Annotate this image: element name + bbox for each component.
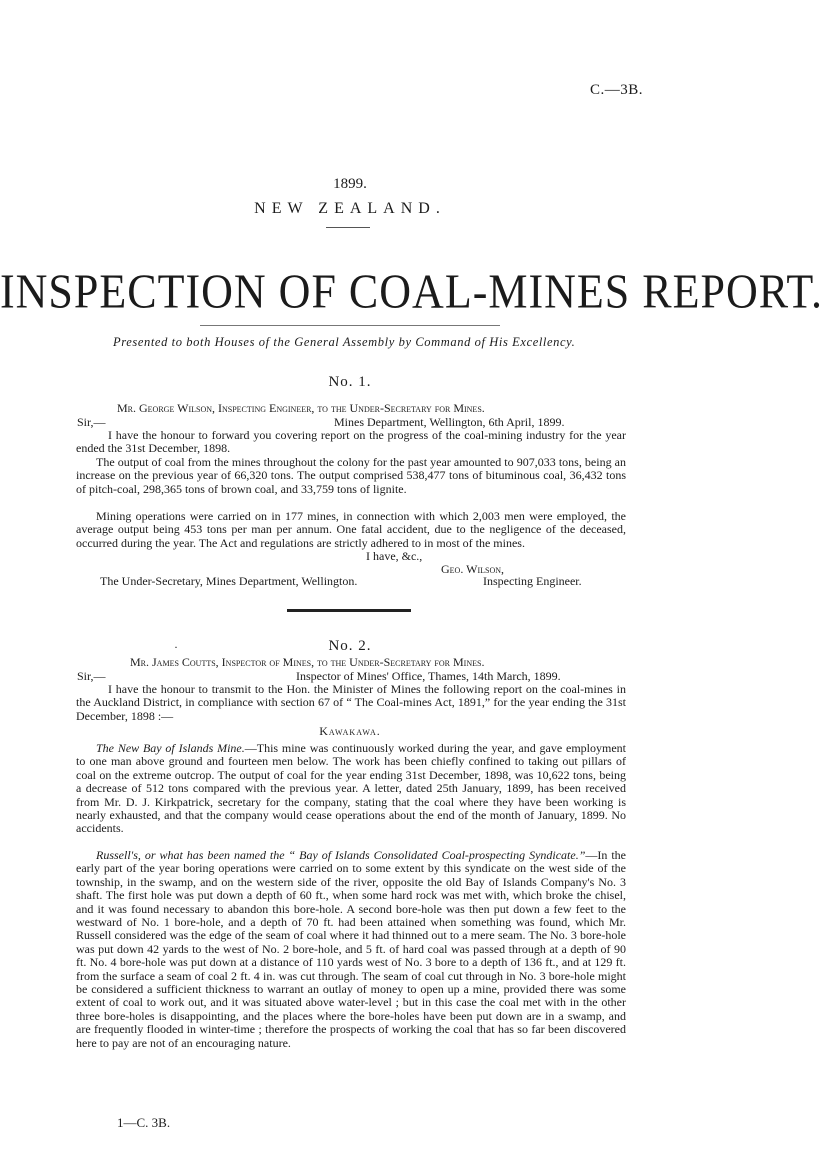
no2-address: Inspector of Mines' Office, Thames, 14th March, 1899. [296,669,561,683]
no1-paragraph-1: I have the honour to forward you covering report on the progress of the coal-mining industry for the year ended the 31st December, 1898. [76,428,626,456]
section-heading-no1: No. 1. [328,374,372,390]
section-divider [287,609,411,612]
no2-salutation: Sir,— [77,669,106,683]
no2-paragraph-3 [76,849,626,1050]
no1-addressee: The Under-Secretary, Mines Department, Wellington. [100,574,358,588]
no2-paragraph-3-body: —In the early part of the year boring operations were carried on to some extent by this syndicate on the west side of the township, in the swamp, and on the western side of the river, opposite the old Bay of Islands Company's No. 3 shaft. The first hole was put down a depth of 60 ft., when some hard rock was met with, which broke the chisel, and it was found necessary to abandon this bore-hole. A second bore-hole was then put down a few feet to the westward of No. 1 bore-hole, and a depth of 70 ft. had been attained when something was found, which Mr. Russell considered was the edge of the seam of coal where it had thinned out to a mere seam. The No. 3 bore-hole was put down 42 yards to the west of No. 2 bore-hole, and 5 ft. of hard coal was passed through at a depth of 90 ft. No. 4 bore-hole was put down at a distance of 110 yards west of No. 3 bore to a depth of 136 ft., and at 129 ft. from the surface a seam of coal 2 ft. 4 in. was cut through. The seam of coal cut through in No. 3 bore-hole might be considered a sufficient thickness to warrant an outlay of money to open up a mine, provided there was some extent of coal to work out, and it was situated above water-level ; but in this case the coal met with in the other three bore-holes is disappointing, and the places where the bore-holes have been put down are in a swamp, and are frequently flooded in winter-time ; therefore the prospects of working the coal that has so far been discovered here to pay are not of an encouraging nature. [76,848,627,1050]
no2-paragraph-1: I have the honour to transmit to the Hon. the Minister of Mines the following report on the coal-mines in the Auckland District, in compliance with section 67 of “ The Coal-mines Act, 1891,” for the year ending the 31st December, 1898 :— [76,682,626,723]
no1-signature: Geo. Wilson, [441,562,504,576]
mine-name: The New Bay of Islands Mine. [96,741,245,755]
no1-address: Mines Department, Wellington, 6th April, 1899. [334,415,565,429]
stray-mark: · [174,640,178,654]
no2-paragraph-2-body: —This mine was continuously worked during the year, and gave employment to one man above ground and fourteen men below. The work has been chiefly confined to taking out pillars of coal on the extreme outcrop. The output of coal for the year ending 31st December, 1898, was 10,622 tons, being a decrease of 512 tons compared with the previous year. A letter, dated 25th January, 1899, has been received from Mr. D. J. Kirkpatrick, secretary for the company, stating that the coal where they have been working is nearly exhausted, and that the company would cease operations about the end of the month of January, 1899. No accidents. [76,741,626,836]
page-footer: 1—C. 3B. [117,1115,171,1130]
no2-from-line: Mr. James Coutts, Inspector of Mines, to the Under-Secretary for Mines. [130,655,485,669]
section-heading-no2: No. 2. [328,638,372,654]
presented-line: Presented to both Houses of the General Assembly by Command of His Excellency. [113,335,576,349]
title-divider [326,227,370,228]
document-reference: C.—3B. [589,82,643,98]
no2-paragraph-2 [76,742,626,836]
syndicate-name: Russell's, or what has been named the “ Bay of Islands Consolidated Coal-prospecting Syndicate.” [96,848,586,862]
document-title: INSPECTION OF COAL-MINES REPORT. [0,264,823,319]
no1-signer-title: Inspecting Engineer. [483,574,582,588]
no1-salutation: Sir,— [77,415,106,429]
no1-closing: I have, &c., [366,549,423,563]
no1-from-line: Mr. George Wilson, Inspecting Engineer, to the Under-Secretary for Mines. [117,401,485,415]
district-heading: Kawakawa. [319,724,381,738]
document-country: NEW ZEALAND. [254,200,446,217]
no1-paragraph-2: The output of coal from the mines throughout the colony for the past year amounted to 907,033 tons, being an increase on the previous year of 66,320 tons. The output comprised 538,477 tons of bituminous coal, 36,432 tons of pitch-coal, 298,365 tons of brown coal, and 33,759 tons of lignite. [76,455,626,496]
presented-overline [200,325,500,326]
no1-paragraph-3: Mining operations were carried on in 177 mines, in connection with which 2,003 men were employed, the average output being 453 tons per man per annum. One fatal accident, due to the negligence of the deceased, occurred during the year. The Act and regulations are strictly adhered to in most of the mines. [76,509,626,550]
document-year: 1899. [333,176,367,192]
